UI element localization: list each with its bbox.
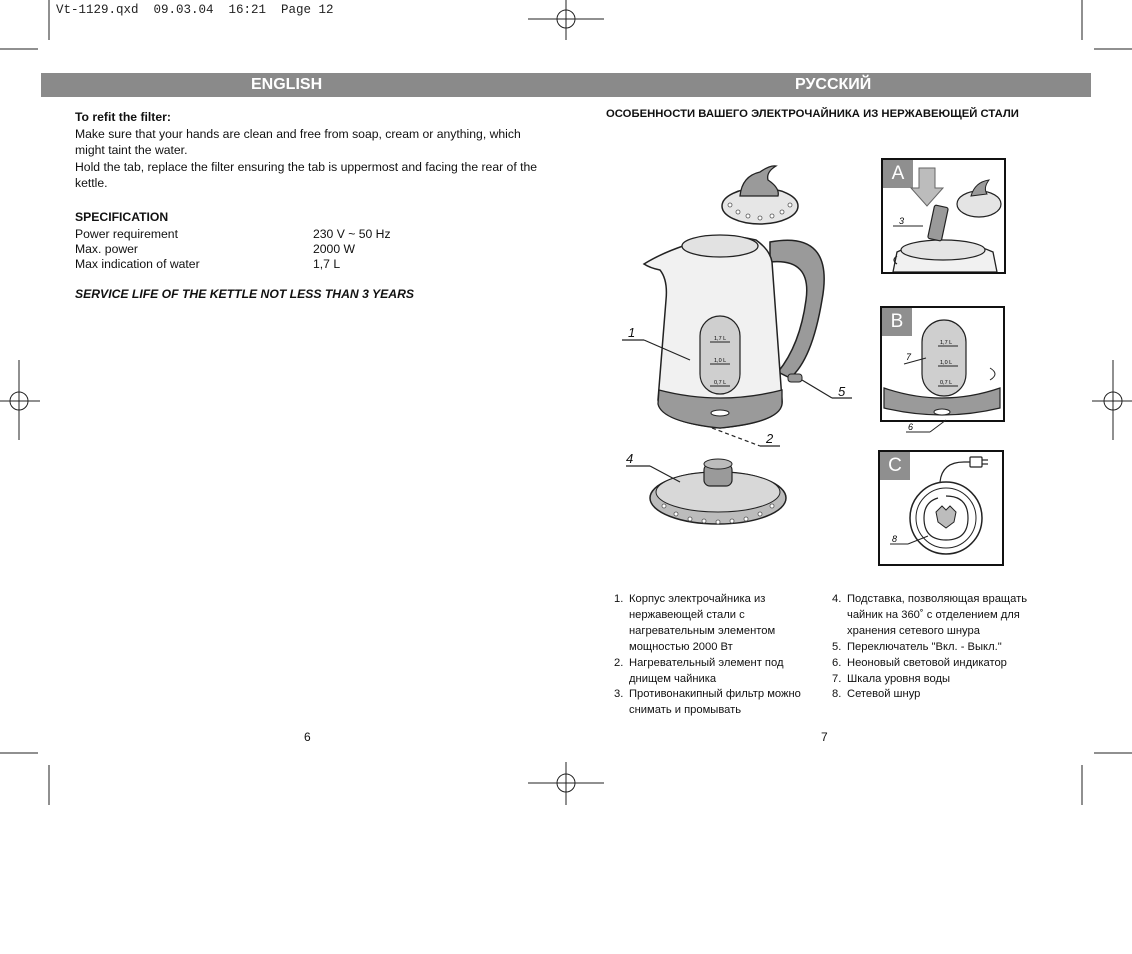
scale-mark: 1,7 L <box>714 336 727 342</box>
legend-list-right <box>832 592 1037 703</box>
list-item: 3. Противонакипный фильтр можно снимать и промывать <box>614 688 801 717</box>
spec-label: Max. power <box>75 242 138 256</box>
spec-value: 2000 W <box>313 242 356 256</box>
scale-mark: 1,0 L <box>940 360 953 366</box>
legend-list-left <box>614 592 819 719</box>
page-number-left: 6 <box>304 730 311 744</box>
russian-header: РУССКИЙ <box>795 76 872 93</box>
callout-8: 8 <box>892 534 898 544</box>
spec-value: 230 V ~ 50 Hz <box>313 227 391 241</box>
file-slug: Vt-1129.qxd 09.03.04 16:21 Page 12 <box>56 3 334 17</box>
english-header: ENGLISH <box>251 76 323 93</box>
callout-3: 3 <box>899 216 905 226</box>
callout-6: 6 <box>908 422 914 432</box>
list-item: 1. Корпус электрочайника из нержавеющей стали с нагревательным элементом мощностью 2000 Вт <box>614 593 776 653</box>
spec-label: Max indication of water <box>75 257 200 271</box>
detail-panel-c <box>878 450 1004 566</box>
russian-title: ОСОБЕННОСТИ ВАШЕГО ЭЛЕКТРОЧАЙНИКА ИЗ НЕРЖАВЕЮЩЕЙ СТАЛИ <box>606 108 1019 120</box>
list-item: 2. Нагревательный элемент под днищем чайника <box>614 656 784 685</box>
panel-letter: B <box>882 308 912 336</box>
callout-4: 4 <box>626 451 634 466</box>
list-item: 4. Подставка, позволяющая вращать чайник на 360˚ с отделением для хранения сетевого шнура <box>832 593 1028 637</box>
cord-detail-drawing <box>880 452 1002 564</box>
list-item: 6. Неоновый световой индикатор <box>832 656 1007 669</box>
page-number-right: 7 <box>821 730 828 744</box>
list-item: 7. Шкала уровня воды <box>832 672 951 685</box>
spec-label: Power requirement <box>75 227 178 241</box>
scale-mark: 1,0 L <box>714 358 727 364</box>
list-item: 8. Сетевой шнур <box>832 688 921 701</box>
scale-mark: 1,7 L <box>940 340 953 346</box>
callout-1: 1 <box>628 325 636 340</box>
scale-mark: 0,7 L <box>714 380 727 386</box>
list-item: 5. Переключатель "Вкл. - Выкл." <box>832 640 1002 653</box>
spec-value: 1,7 L <box>313 257 341 271</box>
service-life-note: SERVICE LIFE OF THE KETTLE NOT LESS THAN 3 YEARS <box>75 287 415 301</box>
callout-2: 2 <box>766 431 774 446</box>
refit-paragraph-1: Make sure that your hands are clean and free from soap, cream or anything, which might taint the water. <box>75 127 521 157</box>
callout-5: 5 <box>838 384 846 399</box>
panel-letter: C <box>880 452 910 480</box>
refit-title: To refit the filter: <box>75 110 171 124</box>
scale-mark: 0,7 L <box>940 380 953 386</box>
spec-title: SPECIFICATION <box>75 210 169 224</box>
panel-letter: A <box>883 160 913 188</box>
callout-7: 7 <box>906 352 912 362</box>
refit-paragraph-2: Hold the tab, replace the filter ensuring the tab is uppermost and facing the rear of the kettle. <box>75 160 538 190</box>
